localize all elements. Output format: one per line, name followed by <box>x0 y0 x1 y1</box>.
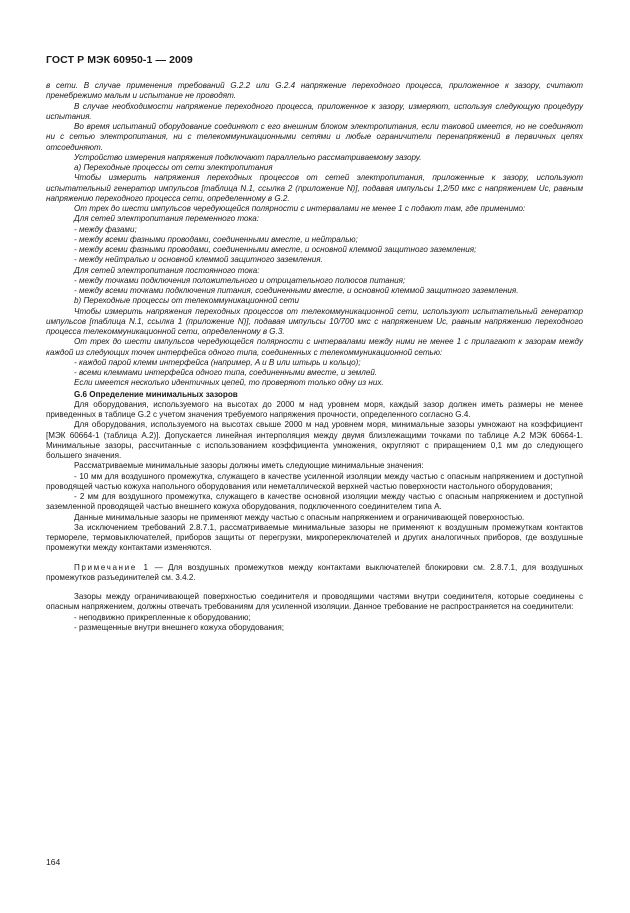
body-paragraph: - каждой парой клемм интерфейса (например, A и B или штырь и кольцо); <box>74 357 361 367</box>
section-heading: G.6 Определение минимальных зазоров <box>74 389 238 399</box>
body-paragraph: Рассматриваемые минимальные зазоры должны иметь следующие минимальные значения: <box>74 461 424 471</box>
body-paragraphs <box>46 81 583 554</box>
body-paragraph: Устройство измерения напряжения подключают параллельно рассматриваемому зазору. <box>74 152 422 162</box>
document-header: ГОСТ Р МЭК 60950-1 — 2009 <box>46 54 193 66</box>
tail-paragraphs <box>46 592 583 633</box>
body-paragraph: - между точками подключения положительного и отрицательного полюсов питания; <box>74 275 406 285</box>
body-paragraph: От трех до шести импульсов чередующейся полярности с интервалами не менее 1 с подают там, где применимо: <box>74 204 526 213</box>
body-paragraph: - между всеми фазными проводами, соединенными вместе, и основной клеммой защитного заземления; <box>74 245 477 254</box>
document-body <box>46 81 583 633</box>
body-paragraph: - между фазами; <box>74 224 137 234</box>
body-paragraph: От трех до шести импульсов чередующейся полярности с интервалами между ними не менее 1 с прилагают к зазорам между каждой из следующих точек интерфейса одного типа, соединенных с телекоммуникационной сетью: <box>46 337 583 357</box>
body-paragraph: - 10 мм для воздушного промежутка, служащего в качестве усиленной изоляции между частью с опасным напряжением и доступной проводящей частью кожуха напольного оборудования или неметаллической верхней частью поверхности настольного оборудования; <box>46 471 583 491</box>
body-paragraph: - размещенные внутри внешнего кожуха оборудования; <box>74 622 284 632</box>
body-paragraph: Если имеется несколько идентичных цепей, то проверяют только одну из них. <box>74 378 384 388</box>
body-paragraph: - между всеми точками подключения питания, соединенными вместе, и основной клеммой защитного заземления. <box>74 286 519 295</box>
body-paragraph: Для оборудования, используемого на высотах свыше 2000 м над уровнем моря, минимальные зазоры умножают на коэффициент [МЭК 60664-1 (таблица A.2)]. Допускается линейная интерполяция между двумя близлежащими точками по таблице A.2 МЭК 60664-1. Минимальные зазоры, рассчитанные с использованием коэффициента умножения, округляют с приращением 0,1 мм до следующего большего значения. <box>46 420 583 460</box>
note-label: Примечание 1 <box>74 562 150 572</box>
body-paragraph: - 2 мм для воздушного промежутка, служащего в качестве основной изоляции между частью с опасным напряжением и доступной заземленной проводящей частью внешнего кожуха оборудования, подключенного соединителем типа A. <box>46 492 583 512</box>
body-paragraph: a) Переходные процессы от сети электропитания <box>74 163 273 172</box>
body-paragraph: За исключением требований 2.8.7.1, рассматриваемые минимальные зазоры не применяют к воздушным промежуткам контактов терморелe, термовыключателей, приборов защиты от перегрузки, микропереключателей и других аналогичных приборов, где воздушные промежутки между контактами изменяются. <box>46 522 583 553</box>
body-paragraph: В случае необходимости напряжение переходного процесса, приложенное к зазору, измеряют, используя следующую процедуру испытания. <box>46 101 583 121</box>
body-paragraph: - между нейтралью и основной клеммой защитного заземления. <box>74 255 323 265</box>
body-paragraph: - между всеми фазными проводами, соединенными вместе, и нейтралью; <box>74 234 358 244</box>
body-paragraph: Для оборудования, используемого на высотах до 2000 м над уровнем моря, каждый зазор должен иметь размеры не менее приведенных в таблице G.2 с учетом значения требуемого напряжения прочности, определенного согласно G.4. <box>46 399 583 419</box>
note-paragraph <box>46 563 583 584</box>
body-paragraph: - всеми клеммами интерфейса одного типа, соединенными вместе, и землей. <box>74 368 378 377</box>
body-paragraph: Данные минимальные зазоры не применяют между частью с опасным напряжением и ограничивающей поверхностью. <box>74 512 525 522</box>
note-text: — Для воздушных промежутков между контактами выключателей блокировки см. 2.8.7.1, для воздушных промежутков разъединителей см. 3.4.2. <box>46 562 583 582</box>
body-paragraph: в сети. В случае применения требований G.2.2 или G.2.4 напряжение переходного процесса, приложенное к зазору, считают пренебрежимо малым и испытание не проводят. <box>46 81 583 101</box>
body-paragraph: Во время испытаний оборудование соединяют с его внешним блоком электропитания, если таковой имеется, но не соединяют ни с сетью электропитания, ни с телекоммуникационными сетями и любые ограничители перенапряжений в первичных цепях отсоединяют. <box>46 122 583 152</box>
body-paragraph: - неподвижно прикрепленные к оборудованию; <box>74 612 251 622</box>
body-paragraph: Для сетей электропитания постоянного тока: <box>74 265 260 275</box>
body-paragraph: Чтобы измерить напряжения переходных процессов от телекоммуникационной сети, используют испытательный генератор импульсов [таблица N.1, ссылка 1 (приложение N)], подавая импульсы 10/700 мкс с напряжением Uс, равным напряжению переходного процесса телекоммуникационной сети, определенному в G.3. <box>46 306 583 336</box>
page-number: 164 <box>46 857 61 867</box>
body-paragraph: Для сетей электропитания переменного тока: <box>74 214 260 224</box>
body-paragraph: Зазоры между ограничивающей поверхностью соединителя и проводящими частями внутри соединителя, которые соединены с опасным напряжением, должны отвечать требованиям для усиленной изоляции. Данное требование не распространяется на соединители: <box>46 592 583 612</box>
body-paragraph: Чтобы измерить напряжения переходных процессов от сетей электропитания, приложенные к зазору, используют испытательный генератор импульсов [таблица N.1, ссылка 2 (приложение N)], подавая импульсы 1,2/50 мкс с напряжением Uс, равным напряжению переходного процесса сети, определенному в G.2. <box>46 173 583 203</box>
body-paragraph: b) Переходные процессы от телекоммуникационной сети <box>74 296 300 306</box>
